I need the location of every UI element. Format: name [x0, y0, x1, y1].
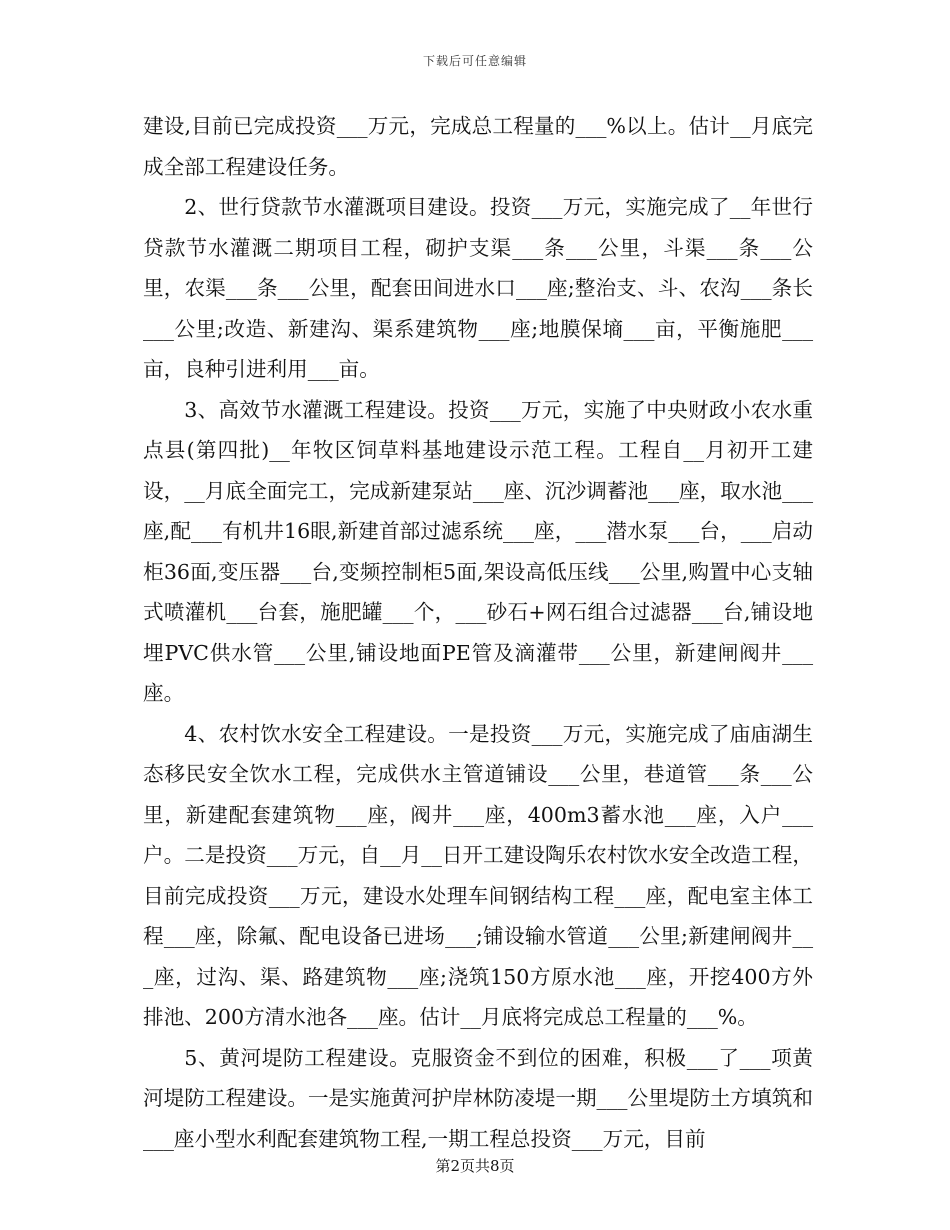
page-header: 下载后可任意编辑: [422, 54, 527, 68]
paragraph-3: 3、高效节水灌溉工程建设。投资___万元，实施了中央财政小农水重点县(第四批)__年牧区饲草料基地建设示范工程。工程自__月初开工建设，__月底全面完工，完成新建泵站___座、沉沙调蓄池___座，取水池___座,配___有机井16眼,新建首部过滤系统___座，___潜水泵___台，___启动柜36面,变压器___台,变频控制柜5面,架设高低压线___公里,购置中心支轴式喷灌机___台套，施肥罐___个，___砂石+网石组合过滤器___台,铺设地埋PVC供水管___公里,铺设地面PE管及滴灌带___公里，新建闸阀井___座。: [143, 397, 813, 705]
document-body: [143, 106, 813, 1159]
paragraph-5: 5、黄河堤防工程建设。克服资金不到位的困难，积极___了___项黄河堤防工程建设。一是实施黄河护岸林防凌堤一期___公里堤防土方填筑和___座小型水利配套建筑物工程,一期工程总投资___万元，目前: [143, 1045, 813, 1151]
paragraph-2: 2、世行贷款节水灌溉项目建设。投资___万元，实施完成了__年世行贷款节水灌溉二期项目工程，砌护支渠___条___公里，斗渠___条___公里，农渠___条___公里，配套田间进水口___座;整治支、斗、农沟___条长___公里;改造、新建沟、渠系建筑物___座;地膜保墒___亩，平衡施肥___亩，良种引进利用___亩。: [143, 195, 813, 381]
paragraph-1: 建设,目前已完成投资___万元，完成总工程量的___%以上。估计__月底完成全部工程建设任务。: [143, 114, 813, 179]
paragraph-4: 4、农村饮水安全工程建设。一是投资___万元，实施完成了庙庙湖生态移民安全饮水工程，完成供水主管道铺设___公里，巷道管___条___公里，新建配套建筑物___座，阀井___座，400m3蓄水池___座，入户___户。二是投资___万元，自__月__日开工建设陶乐农村饮水安全改造工程，目前完成投资___万元，建设水处理车间钢结构工程___座，配电室主体工程___座，除氟、配电设备已进场___;铺设输水管道___公里;新建闸阀井___座，过沟、渠、路建筑物___座;浇筑150方原水池___座，开挖400方外排池、200方清水池各___座。估计__月底将完成总工程量的___%。: [143, 721, 813, 1029]
page-footer: 第2页共8页: [435, 1157, 515, 1175]
